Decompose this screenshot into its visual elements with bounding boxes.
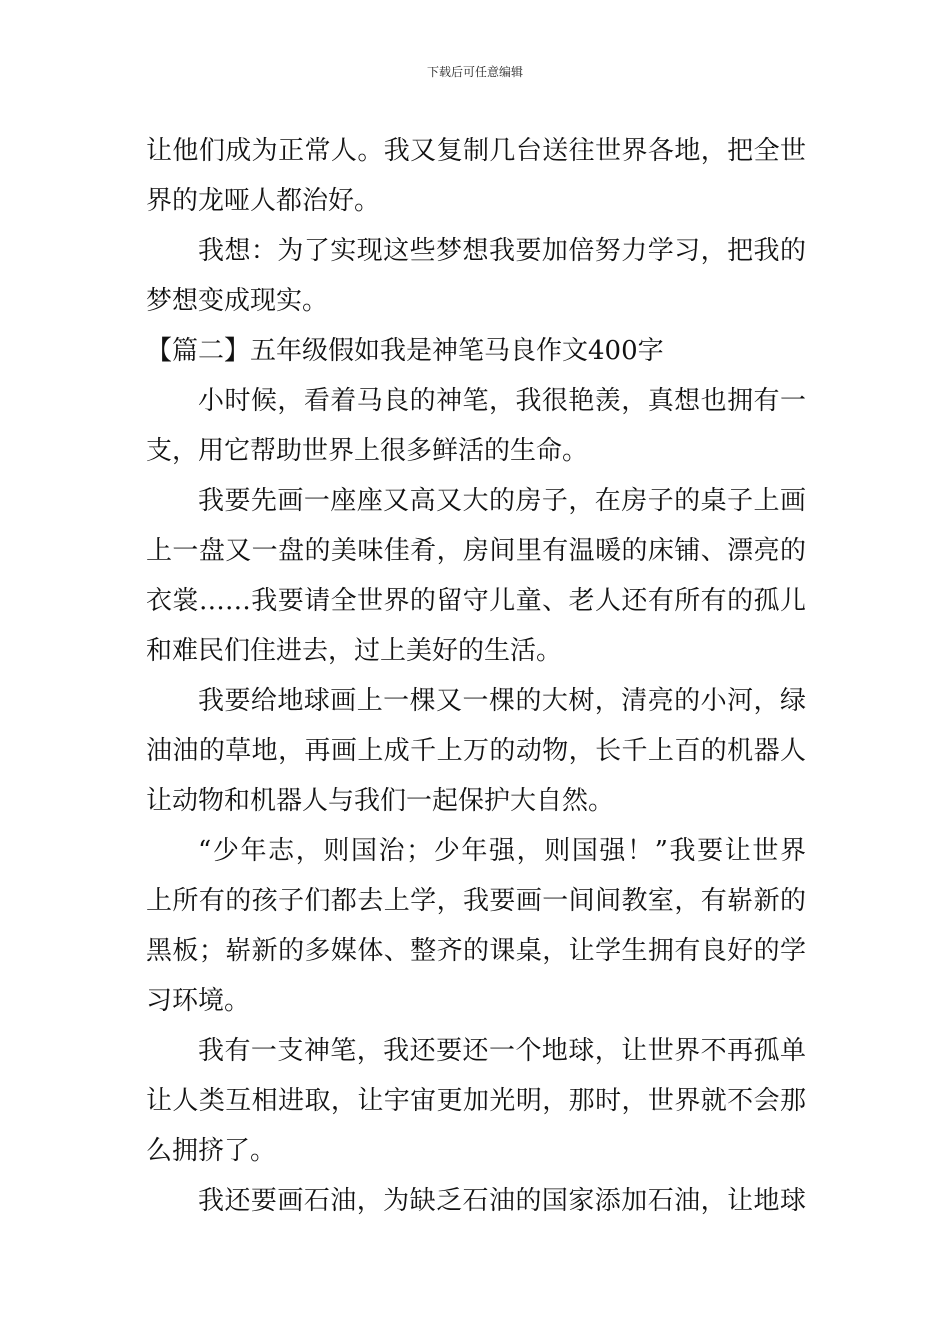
page-header: 下载后可任意编辑 (426, 65, 523, 79)
text-line: 和难民们住进去，过上美好的生活。 (146, 636, 563, 666)
text-line: 上一盘又一盘的美味佳肴，房间里有温暖的床铺、漂亮的 (146, 536, 806, 566)
text-line: 让人类互相进取，让宇宙更加光明，那时，世界就不会那 (146, 1086, 806, 1116)
text-line: 上所有的孩子们都去上学，我要画一间间教室，有崭新的 (146, 886, 806, 916)
text-line: 我有一支神笔，我还要还一个地球，让世界不再孤单 (198, 1036, 806, 1066)
text-line: “少年志，则国治；少年强，则国强！”我要让世界 (198, 836, 806, 866)
text-line: 我想：为了实现这些梦想我要加倍努力学习，把我的 (198, 236, 806, 266)
text-line: 让他们成为正常人。我又复制几台送往世界各地，把全世 (146, 136, 806, 166)
text-line: 么拥挤了。 (146, 1136, 277, 1166)
text-line: 小时候，看着马良的神笔，我很艳羡，真想也拥有一 (198, 386, 806, 416)
text-line: 支，用它帮助世界上很多鲜活的生命。 (146, 436, 589, 466)
text-line: 衣裳……我要请全世界的留守儿童、老人还有所有的孤儿 (146, 586, 806, 616)
text-line: 黑板；崭新的多媒体、整齐的课桌，让学生拥有良好的学 (146, 936, 806, 966)
text-line: 油油的草地，再画上成千上万的动物，长千上百的机器人 (146, 736, 806, 766)
section-heading: 【篇二】五年级假如我是神笔马良作文400字 (146, 336, 664, 366)
text-line: 让动物和机器人与我们一起保护大自然。 (146, 786, 615, 816)
document-body (146, 126, 806, 1226)
text-line: 我还要画石油，为缺乏石油的国家添加石油，让地球 (198, 1186, 806, 1216)
text-line: 我要先画一座座又高又大的房子，在房子的桌子上画 (198, 486, 806, 516)
text-line: 习环境。 (146, 986, 251, 1016)
text-line: 梦想变成现实。 (146, 286, 329, 316)
text-line: 界的龙哑人都治好。 (146, 186, 381, 216)
text-line: 我要给地球画上一棵又一棵的大树，清亮的小河，绿 (198, 686, 806, 716)
